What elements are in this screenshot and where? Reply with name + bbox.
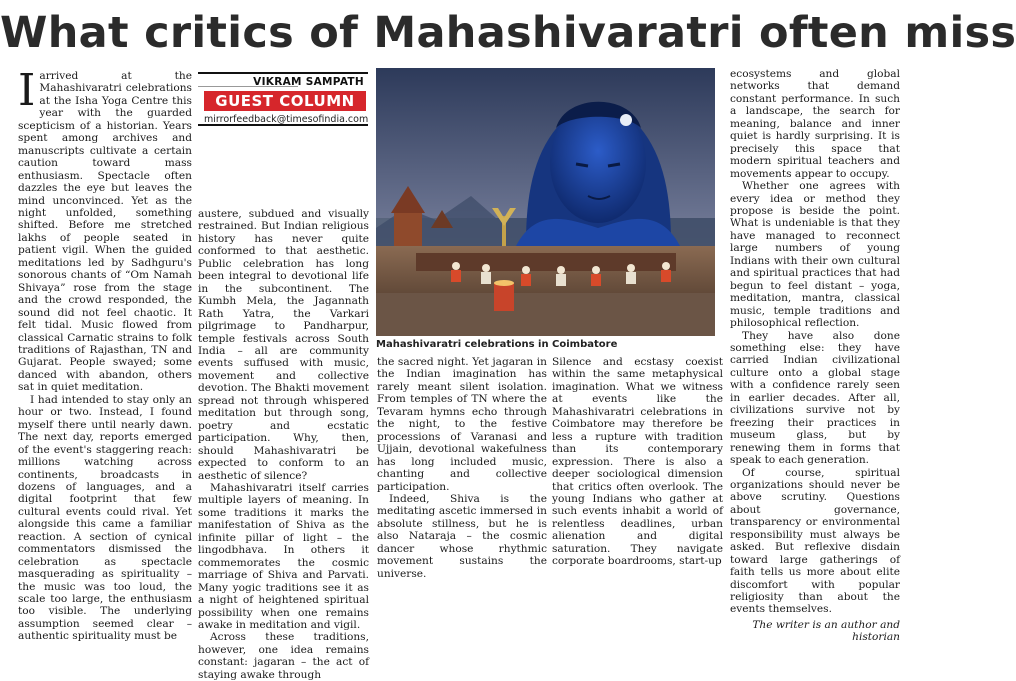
article-column-3 — [377, 356, 547, 580]
drop-cap: I — [18, 65, 36, 116]
article-paragraph: the sacred night. Yet jagaran in the Indian imagination has rarely meant silent isolation. From temples of TN where the Tevaram hymns echo through the night, to the festive processions of Varanasi and Ujjain, devotional wakefulness has long included music, chanting and collective participation. — [377, 356, 547, 493]
article-paragraph: I had intended to stay only an hour or two. Instead, I found myself there until nearly dawn. The next day, reports emerged of the event's staggering reach: millions watching across continents, broadcasts in dozens of languages, and a digital footprint that few cultural events could rival. Yet alongside this came a familiar reaction. A section of cynical commentators dismissed the celebration as spectacle masquerading as spirituality – the music was too loud, the scale too large, the enthusiasm too visible. The underlying assumption seemed clear – authentic spirituality must be — [18, 393, 192, 643]
guest-column-box — [198, 72, 368, 126]
guest-column-banner: GUEST COLUMN — [204, 91, 366, 111]
article-column-2 — [198, 208, 369, 681]
adiyogi-photo — [376, 68, 715, 336]
article-paragraph: They have also done something else: they have carried Indian civilizational culture onto a global stage with a confidence rarely seen in earlier decades. After all, civilizations survive not by freezing their practices in museum glass, but by renewing them in forms that speak to each generation. — [730, 329, 900, 467]
article-paragraph: austere, subdued and visually restrained. But Indian religious history has never quite conformed to that aesthetic. Public celebration has long been integral to devotional life in the subcontinent. The Kumbh Mela, the Jagannath Rath Yatra, the Varkari pilgrimage to Pandharpur, temple festivals across South India – all are community events suffused with music, movement and collective devotion. The Bhakti movement spread not through whispered meditation but through song, poetry and ecstatic participation. Why, then, should Mahashivaratri be expected to conform to an aesthetic of silence? — [198, 208, 369, 482]
article-paragraph: Of course, spiritual organizations should never be above scrutiny. Questions about governance, transparency or environmental responsibility must always be asked. But reflexive disdain toward large gatherings of faith tells us more about elite discomfort with popular religiosity than about the events themselves. — [730, 466, 900, 616]
article-paragraph: Across these traditions, however, one idea remains constant: jagaran – the act of staying awake through — [198, 631, 369, 681]
photo-illustration — [376, 68, 715, 336]
article-paragraph: Iarrived at the Mahashivaratri celebrations at the Isha Yoga Centre this year with the guarded scepticism of a historian. Years spent among archives and manuscripts cultivate a certain caution toward mass enthusiasm. Spectacle often dazzles the eye but leaves the mind unconvinced. Yet as the night unfolded, something shifted. Before me stretched lakhs of people seated in patient vigil. When the guided meditations led by Sadhguru's sonorous chants of “Om Namah Shivaya” rose from the stage and the crowd responded, the sound did not feel chaotic. It felt tidal. Music flowed from classical Carnatic strains to folk traditions of Rajasthan, TN and Gujarat. People swayed; some danced with abandon, others sat in quiet meditation. — [18, 65, 192, 394]
article-paragraph: Indeed, Shiva is the meditating ascetic immersed in absolute stillness, but he is also Nataraja – the cosmic dancer whose rhythmic movement sustains the universe. — [377, 492, 547, 580]
article-paragraph: Silence and ecstasy coexist within the same metaphysical imagination. What we witness at events like the Mahashivaratri celebrations in Coimbatore may therefore be less a rupture with tradition than its contemporary expression. There is also a deeper sociological dimension that critics often overlook. The young Indians who gather at such events inhabit a world of relentless deadlines, urban alienation and digital saturation. They navigate corporate boardrooms, start-up — [552, 356, 723, 568]
author-byline: The writer is an author and historian — [752, 618, 900, 643]
article-paragraph: Mahashivaratri itself carries multiple layers of meaning. In some traditions it marks the manifestation of Shiva as the infinite pillar of light – the lingodbhava. In others it commemorates the cosmic marriage of Shiva and Parvati. Many yogic traditions see it as a night of heightened spiritual possibility when one remains awake in meditation and vigil. — [198, 481, 369, 631]
feedback-email[interactable]: mirrorfeedback@timesofindia.com — [204, 114, 369, 125]
article-paragraph: ecosystems and global networks that demand constant performance. In such a landscape, the search for meaning, balance and inner quiet is hardly surprising. It is precisely this space that modern spiritual teachers and movements appear to occupy. — [730, 68, 900, 180]
article-paragraph: Whether one agrees with every idea or method they propose is beside the point. What is undeniable is that they have managed to reconnect large numbers of young Indians with their own cultural and spiritual practices that had begun to feel distant – yoga, meditation, mantra, classical music, temple traditions and philosophical reflection. — [730, 180, 900, 330]
headline: What critics of Mahashivaratri often miss — [0, 8, 1016, 58]
article-column-1 — [18, 65, 192, 643]
photo-caption: Mahashivaratri celebrations in Coimbatore — [376, 339, 618, 350]
article-column-4 — [552, 356, 723, 568]
author-name: VIKRAM SAMPATH — [253, 76, 364, 88]
article-column-5 — [730, 68, 900, 643]
